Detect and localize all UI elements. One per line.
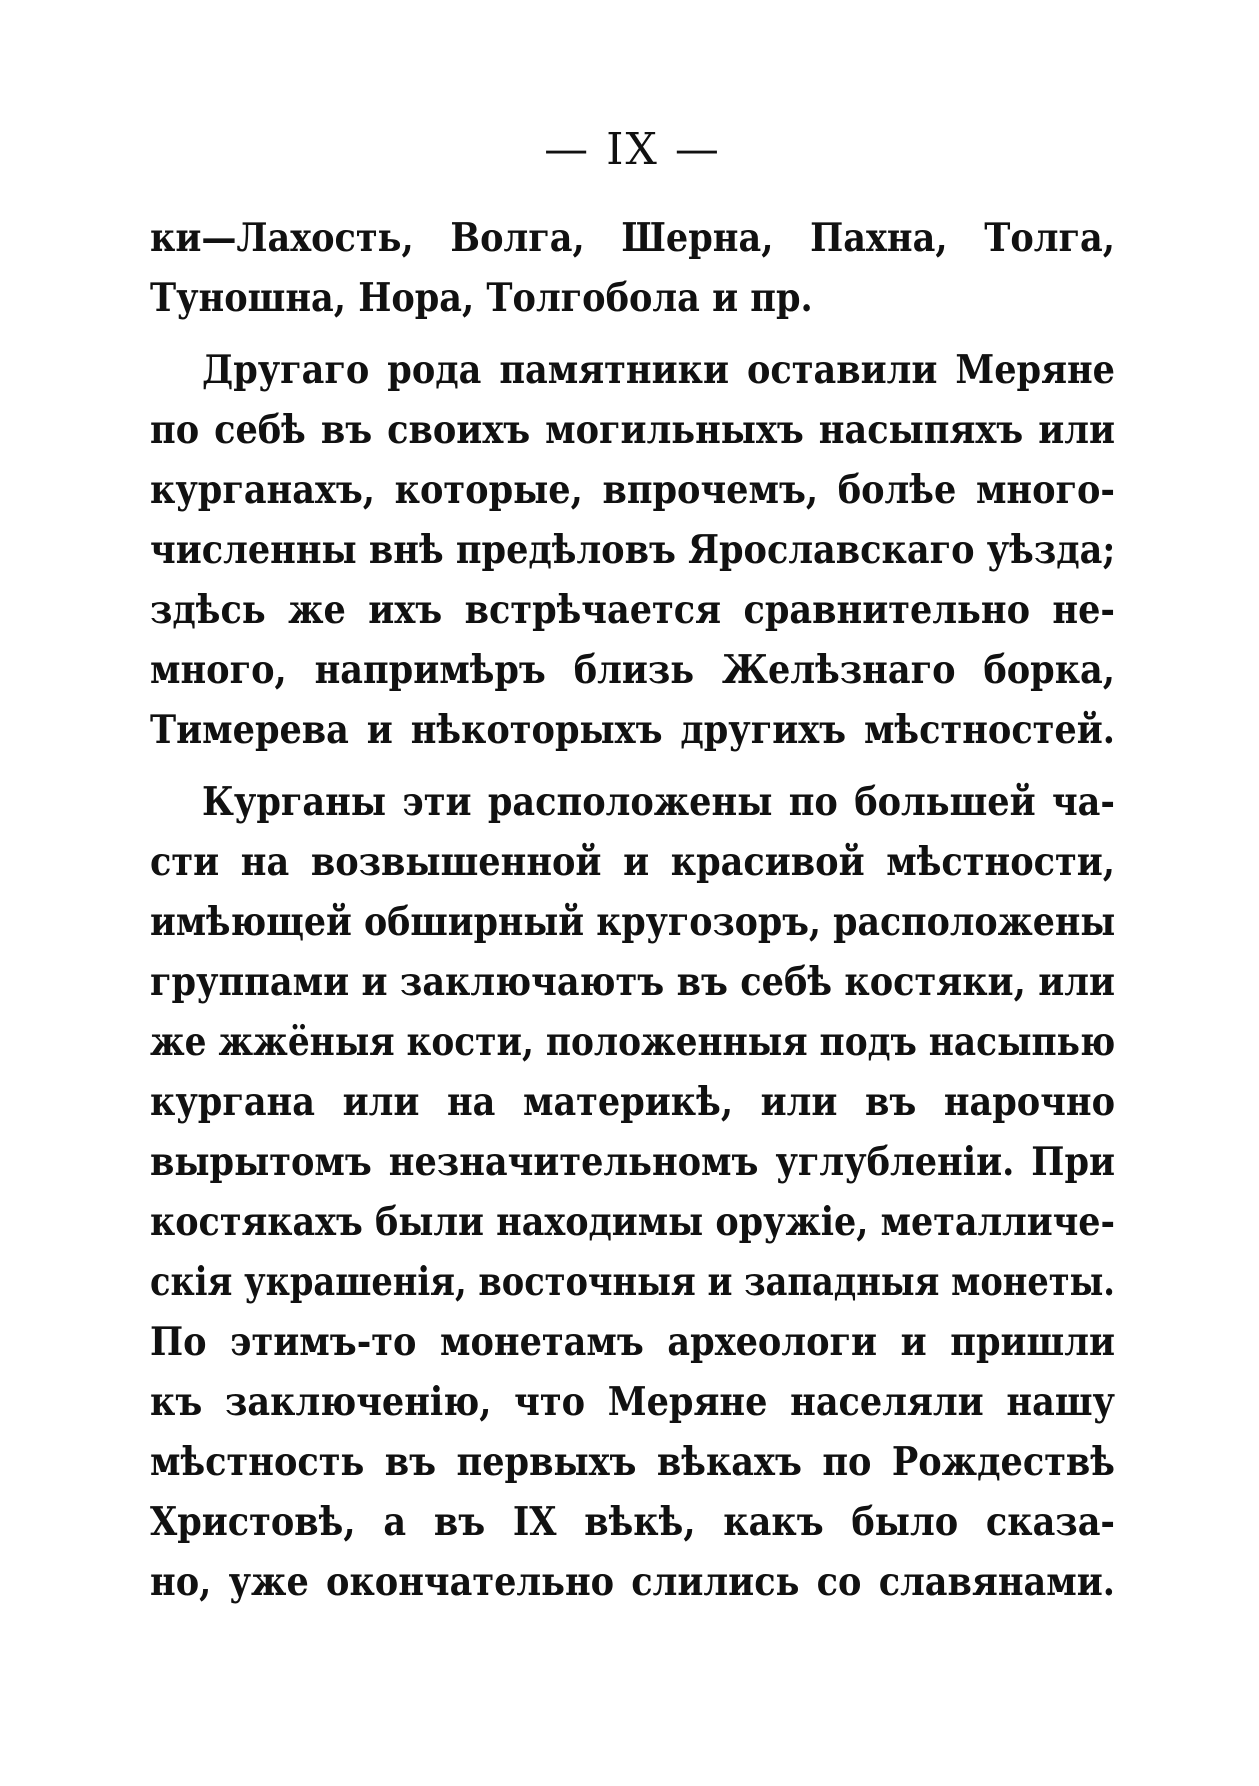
text-line: же жжёныя кости, положенныя подъ насыпью xyxy=(150,1019,1116,1065)
text-line: По этимъ-то монетамъ археологи и пришли xyxy=(150,1319,1115,1365)
paragraph-2 xyxy=(150,340,1115,760)
text-line: здѣсь же ихъ встрѣчается сравнительно не- xyxy=(150,587,1115,633)
text-line: имѣющей обширный кругозоръ, расположены xyxy=(150,899,1116,945)
text-line: Туношна, Нора, Толгобола и пр. xyxy=(150,275,813,321)
text-line: курганахъ, которые, впрочемъ, болѣе много- xyxy=(150,467,1115,513)
text-line: но, уже окончательно слились со славянами. xyxy=(150,1559,1115,1605)
text-line: группами и заключаютъ въ себѣ костяки, или xyxy=(150,959,1115,1005)
text-line: мѣстность въ первыхъ вѣкахъ по Рождествѣ xyxy=(150,1439,1115,1485)
text-line: костякахъ были находимы оружіе, металличе- xyxy=(150,1199,1116,1245)
text-line: къ заключенію, что Меряне населяли нашу xyxy=(150,1379,1115,1425)
page xyxy=(150,120,1115,1624)
text-line: по себѣ въ своихъ могильныхъ насыпяхъ или xyxy=(150,407,1115,453)
text-line: Тимерева и нѣкоторыхъ другихъ мѣстностей. xyxy=(150,707,1115,753)
paragraph-3 xyxy=(150,772,1115,1612)
paragraph-1 xyxy=(150,208,1115,328)
text-line: сти на возвышенной и красивой мѣстности, xyxy=(150,839,1115,885)
text-line: численны внѣ предѣловъ Ярославскаго уѣзда; xyxy=(150,527,1116,573)
text-line: ки—Лахость, Волга, Шерна, Пахна, Толга, xyxy=(150,215,1115,261)
text-line: Другаго рода памятники оставили Меряне xyxy=(202,347,1115,393)
text-line: вырытомъ незначительномъ углубленіи. При xyxy=(150,1139,1115,1185)
text-line: кургана или на материкѣ, или въ нарочно xyxy=(150,1079,1115,1125)
text-line: много, напримѣръ близь Желѣзнаго борка, xyxy=(150,647,1115,693)
text-line: Курганы эти расположены по большей ча- xyxy=(202,779,1115,825)
text-line: Христовѣ, а въ IX вѣкѣ, какъ было сказа- xyxy=(150,1499,1115,1545)
page-number: — IX — xyxy=(544,124,721,175)
text-line: скія украшенія, восточныя и западныя монеты. xyxy=(150,1259,1116,1305)
